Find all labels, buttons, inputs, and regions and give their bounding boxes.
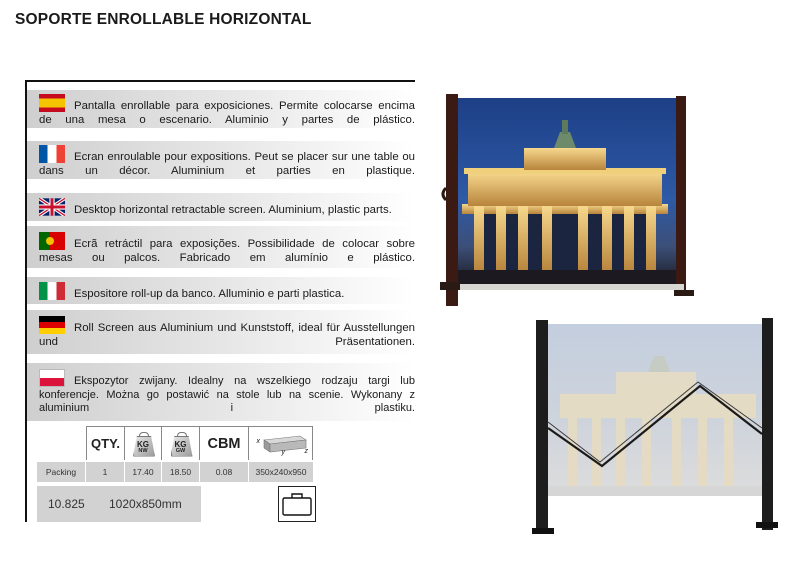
lang-text-polish: Ekspozytor zwijany. Idealny na wszelkiego rodzaju targi lub konferencje. Można go postawić na stole lub na scenie. Wykonany z aluminium i plastiku. [39,375,415,414]
italy-flag-icon [39,282,65,300]
dim-y-label: y [281,448,285,456]
packing-label: Packing [37,462,86,482]
lang-text-english: Desktop horizontal retractable screen. Aluminium, plastic parts. [74,204,392,216]
page-title: SOPORTE ENROLLABLE HORIZONTAL [15,11,312,28]
lang-row-spanish [27,90,415,128]
packing-qty: 1 [86,462,125,482]
packing-dimensions: 350x240x950 [255,467,307,477]
lang-text-french: Ecran enroulable pour expositions. Peut se placer sur une table ou dans un décor. Aluminium et parties en plastique. [39,151,415,177]
lang-text-portuguese: Ecrã retráctil para exposições. Possibilidade de colocar sobre mesas ou palcos. Fabricado em alumínio e plástico. [39,238,415,264]
weight-nw-icon: KG NW [132,431,154,457]
lang-text-spanish: Pantalla enrollable para exposiciones. Permite colocarse encima de una mesa o escenario. Aluminio y partes de plástico. [39,100,415,126]
screen-with-x-frame-image [532,316,778,540]
dim-z-label: z [304,447,308,455]
lang-row-english [27,193,415,221]
product-size: 1020x850mm [109,497,182,511]
uk-flag-icon [39,198,65,216]
lang-row-german [27,310,415,354]
lang-text-german: Roll Screen aus Aluminium und Kunststoff, ideal für Ausstellungen und Präsentationen. [39,322,415,348]
box-dimensions-icon [250,430,312,458]
retractable-screen-brandenburg-gate-image [438,92,696,308]
gross-weight-header [162,426,200,460]
carry-case-icon [279,487,315,521]
panel-top-rule [25,80,415,82]
net-weight-header [125,426,162,460]
packing-gw: 18.50 [162,462,200,482]
packing-nw: 17.40 [125,462,162,482]
carry-case-box [278,486,316,522]
lang-row-polish [27,363,415,421]
cbm-header: CBM [200,426,249,460]
portugal-flag-icon [39,232,65,250]
lang-row-italian [27,277,415,304]
packing-row [37,462,313,482]
spain-flag-icon [39,94,65,112]
qty-header: QTY. [86,426,125,460]
product-code: 10.825 [48,497,85,511]
dim-x-label: x [256,437,260,445]
lang-row-french [27,141,415,179]
lang-text-italian: Espositore roll-up da banco. Alluminio e parti plastica. [74,288,345,300]
lang-row-portuguese [27,226,415,268]
germany-flag-icon [39,316,65,334]
packing-cbm: 0.08 [200,462,249,482]
product-code-bar [37,486,201,522]
poland-flag-icon [39,369,65,387]
weight-gw-icon: KG GW [170,431,192,457]
france-flag-icon [39,145,65,163]
dimensions-header [249,426,313,460]
